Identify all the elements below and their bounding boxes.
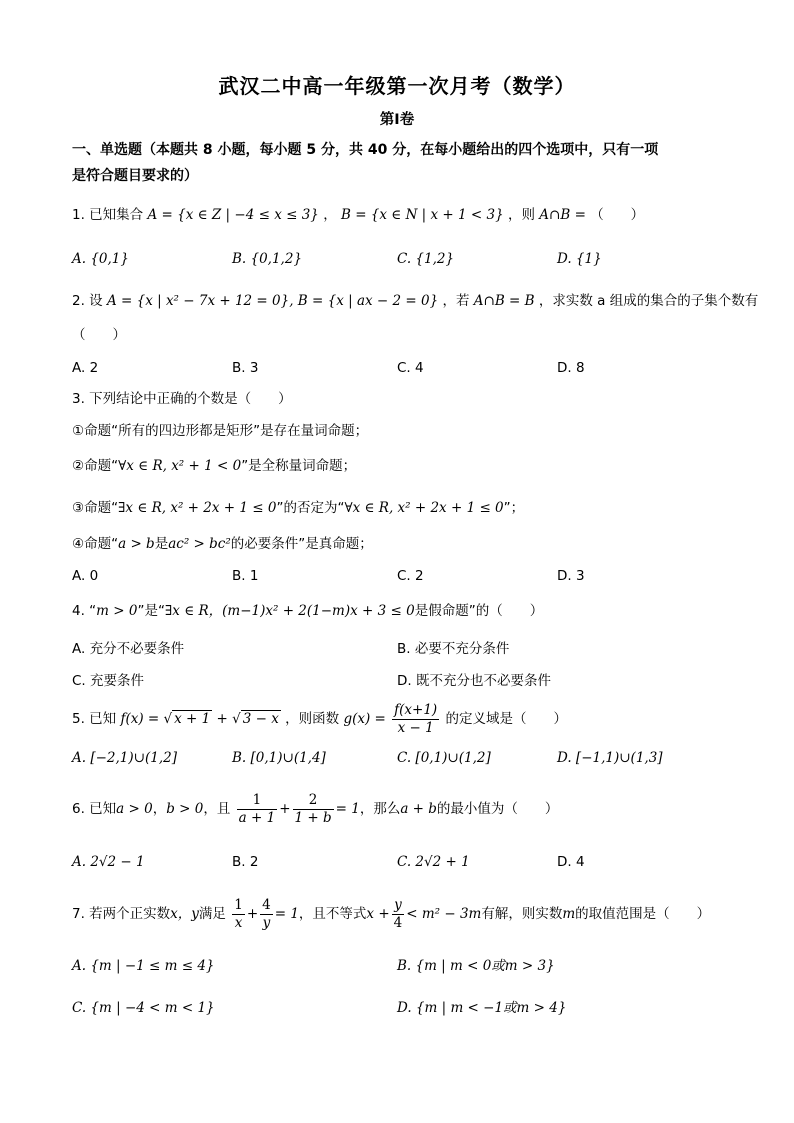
section-heading [72, 137, 732, 189]
q7-fraction-3 [392, 897, 405, 932]
q3-s3-math-2: ∀x ∈ R, x² + 2x + 1 ≤ 0 [344, 500, 504, 516]
q7-option-d: D. {m | m < −1或m > 4} [397, 1000, 567, 1016]
section-heading-line-2: 是符合题目要求的） [72, 168, 198, 184]
q6-target: a + b [400, 801, 437, 817]
question-5 [72, 700, 732, 738]
sqrt-icon: √ [163, 711, 173, 727]
q5-numerator: f(x+1) [394, 701, 438, 718]
q3-s4-mid: 是 [154, 536, 169, 552]
q7-option-b: B. {m | m < 0或m > 3} [397, 958, 555, 974]
question-7 [72, 894, 732, 934]
section-heading-line-1: 一、单选题（本题共 8 小题，每小题 5 分，共 40 分，在每小题给出的四个选项中，只有一项 [72, 142, 659, 158]
q6-cond-2: b > 0 [166, 801, 204, 817]
q4-suffix: 是假命题”的（ ） [414, 603, 544, 619]
q7-suffix-2: 的取值范围是（ ） [575, 906, 711, 922]
q7-prefix: 7. 若两个正实数 [72, 906, 171, 922]
q6-prefix: 6. 已知 [72, 801, 117, 817]
q5-plus: + [212, 711, 233, 727]
q1-expr: A∩B = [539, 207, 586, 223]
q5-suffix: 的定义域是（ ） [445, 711, 567, 727]
q1-set-b: B = {x ∈ N | x + 1 < 3} [340, 207, 504, 223]
q4-mid: ”是“ [137, 603, 165, 619]
q3-option-d: D. 3 [557, 568, 585, 584]
q5-prefix: 5. 已知 [72, 711, 117, 727]
q3-statement-2 [72, 456, 732, 476]
q6-option-c: C. 2√2 + 1 [397, 854, 470, 870]
q7-vars: x，y [170, 906, 199, 922]
q3-s4-prefix: ④命题“ [72, 536, 119, 552]
question-6 [72, 789, 732, 829]
page-subtitle: 第Ⅰ卷 [379, 112, 415, 128]
q3-s3-suffix: ”； [503, 500, 525, 516]
q7-mid-1: 满足 [198, 906, 226, 922]
q7-plus: + [246, 906, 259, 922]
q6-den-1: a + 1 [238, 809, 276, 826]
q3-s4-math-1: a > b [118, 536, 155, 552]
q7-mid-2: ，且不等式 [298, 906, 367, 922]
q1-suffix: ，则 [508, 207, 535, 223]
q6-option-d: D. 4 [557, 854, 585, 870]
q7-num-1: 1 [234, 896, 243, 913]
q7-den-3: 4 [393, 914, 403, 931]
q5-fx: f(x) = [120, 711, 164, 727]
q7-eq: = 1 [274, 906, 299, 922]
q6-sep: ， [152, 801, 167, 817]
q1-option-d: D. {1} [557, 251, 602, 267]
q3-s3-prefix: ③命题“ [72, 500, 119, 516]
q7-suffix-1: 有解，则实数 [481, 906, 563, 922]
question-1 [72, 205, 732, 225]
question-4 [72, 601, 732, 621]
q5-option-b: B. [0,1)∪(1,4] [232, 750, 326, 766]
q6-fraction-2 [293, 792, 334, 827]
q7-fraction-2 [260, 897, 273, 932]
q1-option-a: A. {0,1} [72, 251, 129, 267]
q6-fraction-1 [237, 792, 278, 827]
q6-num-2: 2 [293, 792, 334, 810]
q2-option-d: D. 8 [557, 360, 585, 376]
q7-rhs: < m² − 3m [406, 906, 482, 922]
q2-paren: （ ） [72, 327, 126, 343]
page-title: 武汉二中高一年级第一次月考（数学） [218, 74, 576, 98]
q7-fraction-1 [232, 897, 245, 932]
q5-radicand-1: x + 1 [174, 711, 211, 727]
q5-option-d: D. [−1,1)∪(1,3] [557, 750, 663, 766]
q1-sep: ， [323, 207, 337, 223]
q1-option-c: C. {1,2} [397, 251, 455, 267]
q7-lhs: x + [366, 906, 390, 922]
q7-num-2: 4 [262, 896, 271, 913]
q3-s2-prefix: ②命题“ [72, 458, 119, 474]
q7-option-c: C. {m | −4 < m < 1} [72, 1000, 215, 1016]
q3-s2-suffix: ”是全称量词命题； [241, 458, 357, 474]
q6-option-b: B. 2 [232, 854, 259, 870]
q4-option-c: C. 充要条件 [72, 673, 145, 689]
q2-condition: A∩B = B [473, 293, 535, 309]
question-3: 3. 下列结论中正确的个数是（ ） [72, 391, 292, 407]
q7-num-3: y [392, 897, 405, 915]
q3-option-b: B. 1 [232, 568, 259, 584]
sqrt-icon: √ [232, 711, 241, 727]
q7-option-a: A. {m | −1 ≤ m ≤ 4} [72, 958, 215, 974]
q3-option-a: A. 0 [72, 568, 99, 584]
q5-denominator: x − 1 [397, 719, 434, 736]
q6-cond-1: a > 0 [116, 801, 153, 817]
q7-m: m [562, 906, 576, 922]
q2-option-a: A. 2 [72, 360, 99, 376]
q6-den-2: 1 + b [294, 809, 332, 826]
q4-math: ∃x ∈ R，(m−1)x² + 2(1−m)x + 3 ≤ 0 [164, 603, 415, 619]
q2-option-b: B. 3 [232, 360, 259, 376]
q3-s4-math-2: ac² > bc² [168, 536, 231, 552]
q2-sets: A = {x | x² − 7x + 12 = 0}, B = {x | ax − 2 = 0} [106, 293, 439, 309]
q2-option-c: C. 4 [397, 360, 424, 376]
q5-radicand-2: 3 − x [242, 711, 279, 727]
q6-mid: ，且 [203, 801, 231, 817]
q3-statement-3 [72, 498, 732, 518]
q4-option-a: A. 充分不必要条件 [72, 641, 185, 657]
q6-suffix-2: 的最小值为（ ） [436, 801, 559, 817]
q2-suffix: ，求实数 a 组成的集合的子集个数有 [538, 293, 759, 309]
q4-condition: m > 0 [96, 603, 138, 619]
question-2 [72, 291, 759, 311]
q1-prefix: 1. 已知集合 [72, 207, 144, 223]
q7-den-1: x [234, 914, 243, 931]
q1-option-b: B. {0,1,2} [232, 251, 303, 267]
q3-s4-suffix: 的必要条件”是真命题； [230, 536, 373, 552]
q6-suffix-1: ，那么 [359, 801, 401, 817]
q3-s3-mid: ”的否定为“ [276, 500, 345, 516]
q3-statement-1: ①命题“所有的四边形都是矩形”是存在量词命题； [72, 423, 369, 439]
q5-fraction [392, 702, 439, 737]
q2-mid: ，若 [442, 293, 470, 309]
q3-option-c: C. 2 [397, 568, 424, 584]
q6-eq: = 1 [335, 801, 360, 817]
q6-plus: + [279, 801, 291, 817]
q4-prefix: 4. “ [72, 603, 97, 619]
q7-den-2: y [262, 914, 271, 931]
q6-option-a: A. 2√2 − 1 [72, 854, 145, 870]
q5-gx: g(x) = [343, 711, 386, 727]
q2-prefix: 2. 设 [72, 293, 103, 309]
q3-statement-4 [72, 534, 732, 554]
q5-mid: ，则函数 [285, 711, 340, 727]
q1-paren: （ ） [590, 207, 645, 223]
q4-option-d: D. 既不充分也不必要条件 [397, 673, 551, 689]
q5-option-c: C. [0,1)∪(1,2] [397, 750, 491, 766]
q5-option-a: A. [−2,1)∪(1,2] [72, 750, 177, 766]
q3-s3-math-1: ∃x ∈ R, x² + 2x + 1 ≤ 0 [118, 500, 277, 516]
q3-s2-math: ∀x ∈ R, x² + 1 < 0 [118, 458, 242, 474]
q4-option-b: B. 必要不充分条件 [397, 641, 510, 657]
q6-num-1: 1 [237, 792, 278, 810]
q1-set-a: A = {x ∈ Z | −4 ≤ x ≤ 3} [147, 207, 319, 223]
